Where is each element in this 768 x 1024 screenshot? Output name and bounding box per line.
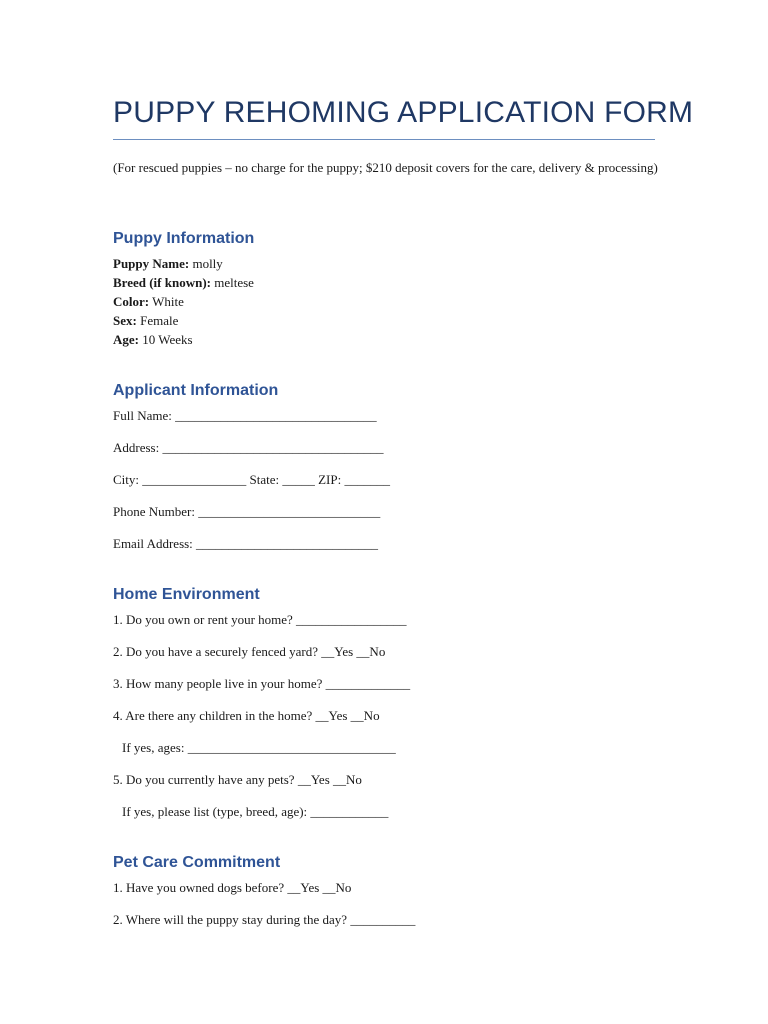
page-title: PUPPY REHOMING APPLICATION FORM [113, 96, 694, 129]
home-question-fenced-yard[interactable]: 2. Do you have a securely fenced yard? __Yes __No [113, 644, 386, 659]
breed-label: Breed (if known): [113, 275, 211, 290]
home-question-people-count[interactable]: 3. How many people live in your home? _____________ [113, 676, 411, 691]
care-question-owned-dogs[interactable]: 1. Have you owned dogs before? __Yes __No [113, 880, 352, 895]
sex-value: Female [136, 313, 179, 328]
age-value: 10 Weeks [139, 332, 193, 347]
puppy-name-value: molly [189, 256, 223, 271]
sex-label: Sex: [113, 313, 137, 328]
home-environment-heading: Home Environment [113, 586, 260, 603]
sex-field [113, 312, 178, 330]
home-question-pets[interactable]: 5. Do you currently have any pets? __Yes __No [113, 772, 362, 787]
email-address-field[interactable]: Email Address: ____________________________ [113, 536, 379, 551]
home-question-pets-list[interactable]: If yes, please list (type, breed, age): ____________ [122, 804, 389, 819]
home-question-own-rent[interactable]: 1. Do you own or rent your home? _________________ [113, 612, 407, 627]
full-name-field[interactable]: Full Name: _______________________________ [113, 408, 377, 423]
care-question-daytime-location[interactable]: 2. Where will the puppy stay during the day? __________ [113, 912, 416, 927]
city-state-zip-field[interactable]: City: ________________ State: _____ ZIP: _______ [113, 472, 390, 487]
home-question-children-ages[interactable]: If yes, ages: ________________________________ [122, 740, 396, 755]
puppy-name-field [113, 255, 223, 273]
color-label: Color: [113, 294, 150, 309]
applicant-info-heading: Applicant Information [113, 382, 279, 399]
breed-value: meltese [210, 275, 254, 290]
pet-care-heading: Pet Care Commitment [113, 854, 281, 871]
breed-field [113, 274, 254, 292]
color-value: White [149, 294, 184, 309]
phone-number-field[interactable]: Phone Number: ____________________________ [113, 504, 381, 519]
intro-text: (For rescued puppies – no charge for the puppy; $210 deposit covers for the care, delivery & processing) [113, 160, 658, 175]
puppy-name-label: Puppy Name: [113, 256, 190, 271]
color-field [113, 293, 184, 311]
age-field [113, 331, 193, 349]
title-divider [113, 139, 655, 140]
address-field[interactable]: Address: __________________________________ [113, 440, 384, 455]
home-question-children[interactable]: 4. Are there any children in the home? __Yes __No [113, 708, 380, 723]
puppy-info-heading: Puppy Information [113, 230, 255, 247]
age-label: Age: [113, 332, 139, 347]
